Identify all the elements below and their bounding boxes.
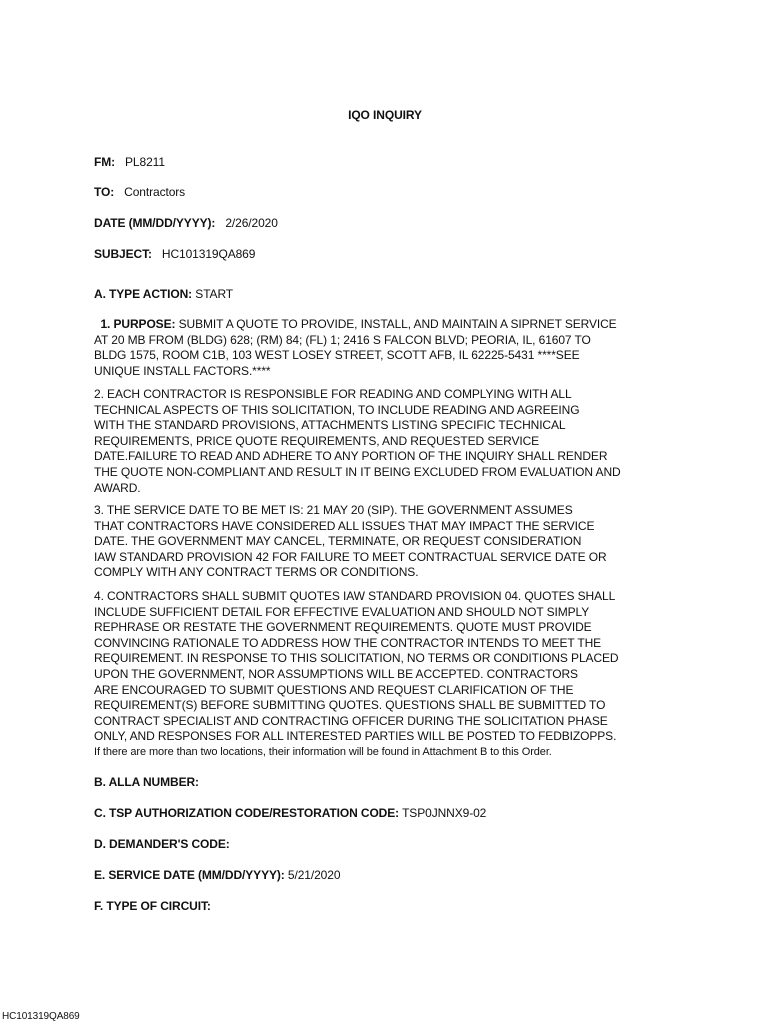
paragraph-line: If there are more than two locations, their information will be found in Attachment B to this Order. xyxy=(94,745,552,758)
to-label: TO: xyxy=(94,185,115,199)
from-field xyxy=(94,155,165,169)
paragraph-line: CONTRACT SPECIALIST AND CONTRACTING OFFICER DURING THE SOLICITATION PHASE xyxy=(94,713,608,728)
date-field xyxy=(94,216,278,230)
section-f-label: F. TYPE OF CIRCUIT: xyxy=(94,899,211,913)
paragraph-line: THE QUOTE NON-COMPLIANT AND RESULT IN IT BEING EXCLUDED FROM EVALUATION AND xyxy=(94,464,621,479)
section-c-label: C. TSP AUTHORIZATION CODE/RESTORATION CODE: xyxy=(94,806,400,820)
to-value: Contractors xyxy=(124,185,186,199)
to-field xyxy=(94,185,185,199)
paragraph-line: REQUIREMENT(S) BEFORE SUBMITTING QUOTES. QUESTIONS SHALL BE SUBMITTED TO xyxy=(94,698,606,713)
paragraph-line: ARE ENCOURAGED TO SUBMIT QUESTIONS AND REQUEST CLARIFICATION OF THE xyxy=(94,682,574,697)
section-a-label: A. TYPE ACTION: xyxy=(94,287,193,301)
paragraph-line: AWARD. xyxy=(94,480,141,495)
section-e-value: 5/21/2020 xyxy=(287,868,341,882)
section-e xyxy=(94,868,340,882)
paragraph-line xyxy=(94,317,694,333)
paragraph-purpose xyxy=(94,317,694,379)
paragraph-3 xyxy=(94,503,694,581)
section-c-value: TSP0JNNX9-02 xyxy=(402,806,487,820)
paragraph-line: REQUIREMENT. IN RESPONSE TO THIS SOLICITATION, NO TERMS OR CONDITIONS PLACED xyxy=(94,651,619,666)
paragraph-line: AT 20 MB FROM (BLDG) 628; (RM) 84; (FL) 1; 2416 S FALCON BLVD; PEORIA, IL, 61607 TO xyxy=(94,332,591,347)
paragraph-line: COMPLY WITH ANY CONTRACT TERMS OR CONDITIONS. xyxy=(94,565,419,580)
from-label: FM: xyxy=(94,155,116,169)
subject-value: HC101319QA869 xyxy=(161,247,256,261)
paragraph-line: 3. THE SERVICE DATE TO BE MET IS: 21 MAY 20 (SIP). THE GOVERNMENT ASSUMES xyxy=(94,503,573,517)
paragraph-line: DATE. THE GOVERNMENT MAY CANCEL, TERMINATE, OR REQUEST CONSIDERATION xyxy=(94,534,582,549)
section-a xyxy=(94,287,233,301)
paragraph-line: 4. CONTRACTORS SHALL SUBMIT QUOTES IAW STANDARD PROVISION 04. QUOTES SHALL xyxy=(94,589,616,603)
paragraph-line: THAT CONTRACTORS HAVE CONSIDERED ALL ISSUES THAT MAY IMPACT THE SERVICE xyxy=(94,518,595,533)
paragraph-line: IAW STANDARD PROVISION 42 FOR FAILURE TO MEET CONTRACTUAL SERVICE DATE OR xyxy=(94,549,607,564)
section-e-label: E. SERVICE DATE (MM/DD/YYYY): xyxy=(94,868,285,882)
paragraph-line: REQUIREMENTS, PRICE QUOTE REQUIREMENTS, AND REQUESTED SERVICE xyxy=(94,433,540,448)
paragraph-line: DATE.FAILURE TO READ AND ADHERE TO ANY PORTION OF THE INQUIRY SHALL RENDER xyxy=(94,449,608,464)
section-b-label: B. ALLA NUMBER: xyxy=(94,775,199,789)
from-value: PL8211 xyxy=(125,155,165,169)
paragraph-line: UPON THE GOVERNMENT, NOR ASSUMPTIONS WILL BE ACCEPTED. CONTRACTORS xyxy=(94,666,578,681)
purpose-label: 1. PURPOSE: xyxy=(100,317,176,331)
section-a-value: START xyxy=(195,287,234,301)
subject-label: SUBJECT: xyxy=(94,247,152,261)
paragraph-2 xyxy=(94,387,694,496)
section-c xyxy=(94,806,486,820)
section-d xyxy=(94,837,230,851)
paragraph-line: 2. EACH CONTRACTOR IS RESPONSIBLE FOR READING AND COMPLYING WITH ALL xyxy=(94,387,572,401)
paragraph-line: CONVINCING RATIONALE TO ADDRESS HOW THE CONTRACTOR INTENDS TO MEET THE xyxy=(94,635,602,650)
document-title: IQO INQUIRY xyxy=(348,108,422,122)
paragraph-line: INCLUDE SUFFICIENT DETAIL FOR EFFECTIVE EVALUATION AND SHOULD NOT SIMPLY xyxy=(94,604,590,619)
section-f xyxy=(94,899,211,913)
section-b xyxy=(94,775,199,789)
paragraph-line: WITH THE STANDARD PROVISIONS, ATTACHMENTS LISTING SPECIFIC TECHNICAL xyxy=(94,418,566,433)
paragraph-line: TECHNICAL ASPECTS OF THIS SOLICITATION, TO INCLUDE READING AND AGREEING xyxy=(94,402,580,417)
date-value: 2/26/2020 xyxy=(225,216,278,230)
purpose-text: SUBMIT A QUOTE TO PROVIDE, INSTALL, AND MAINTAIN A SIPRNET SERVICE xyxy=(178,317,617,331)
section-d-label: D. DEMANDER'S CODE: xyxy=(94,837,230,851)
footer-doc-id: HC101319QA869 xyxy=(2,1011,80,1022)
date-label: DATE (MM/DD/YYYY): xyxy=(94,216,216,230)
paragraph-line: BLDG 1575, ROOM C1B, 103 WEST LOSEY STREET, SCOTT AFB, IL 62225-5431 ****SEE xyxy=(94,348,580,363)
paragraph-line: REPHRASE OR RESTATE THE GOVERNMENT REQUIREMENTS. QUOTE MUST PROVIDE xyxy=(94,620,592,635)
paragraph-4 xyxy=(94,589,694,761)
paragraph-line: ONLY, AND RESPONSES FOR ALL INTERESTED PARTIES WILL BE POSTED TO FEDBIZOPPS. xyxy=(94,729,617,744)
subject-field xyxy=(94,247,255,261)
paragraph-line: UNIQUE INSTALL FACTORS.**** xyxy=(94,363,271,378)
